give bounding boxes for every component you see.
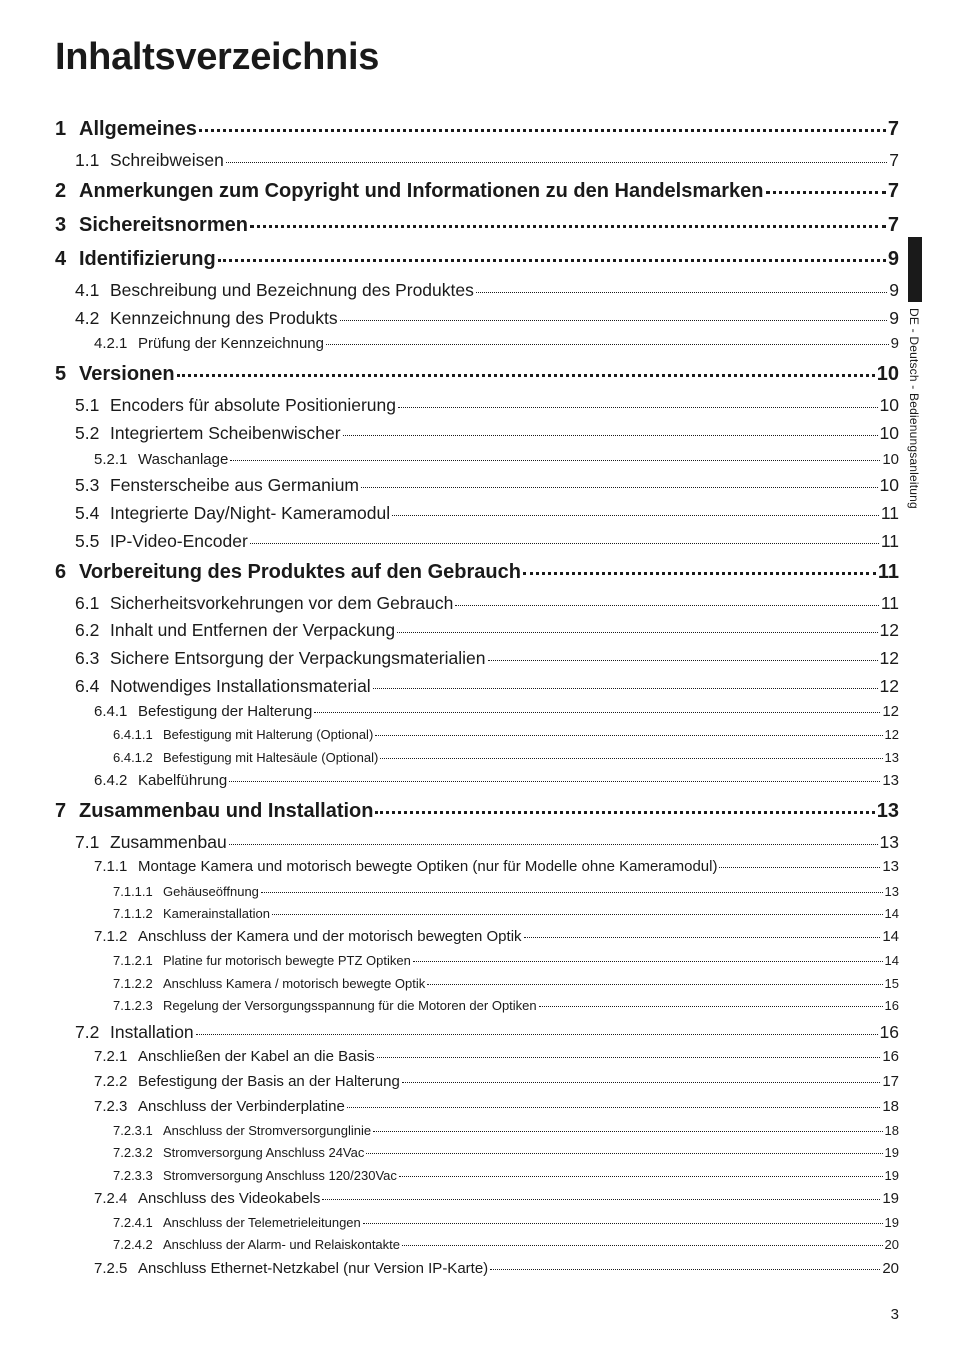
toc-entry-page: 13	[884, 750, 899, 765]
toc-dot-leader	[523, 572, 876, 575]
toc-entry-page: 14	[884, 953, 899, 968]
toc-entry-page: 19	[882, 1190, 899, 1207]
toc-entry-label: Stromversorgung Anschluss 120/230Vac	[163, 1168, 397, 1183]
toc-dot-leader	[177, 374, 875, 377]
toc-entry-label: Prüfung der Kennzeichnung	[138, 335, 324, 352]
toc-entry-number: 7.1.2.1	[113, 953, 153, 968]
toc-entry-number: 7.2.3.1	[113, 1123, 153, 1138]
toc-entry-page: 13	[882, 772, 899, 789]
toc-entry-7-2-4-1[interactable]	[113, 1215, 899, 1230]
toc-dot-leader	[427, 984, 882, 985]
toc-entry-page: 16	[879, 1022, 899, 1042]
toc-dot-leader	[363, 1223, 883, 1224]
toc-entry-page: 12	[882, 703, 899, 720]
toc-entry-number: 6.4.2	[94, 772, 128, 789]
toc-entry-label: Beschreibung und Bezeichnung des Produktes	[110, 280, 474, 300]
toc-entry-1-1[interactable]	[75, 150, 899, 171]
toc-entry-page: 17	[882, 1073, 899, 1090]
toc-entry-4-1[interactable]	[75, 280, 899, 301]
toc-dot-leader	[250, 225, 886, 228]
toc-entry-6[interactable]	[55, 561, 899, 584]
toc-entry-label: Zusammenbau und Installation	[79, 800, 374, 822]
toc-dot-leader	[380, 758, 882, 759]
toc-entry-label: Installation	[110, 1022, 194, 1042]
toc-entry-page: 18	[884, 1123, 899, 1138]
toc-dot-leader	[375, 735, 882, 736]
toc-entry-label: Anschluss der Kamera und der motorisch bewegten Optik	[138, 928, 522, 945]
toc-dot-leader	[398, 407, 878, 408]
toc-entry-4[interactable]	[55, 248, 899, 271]
toc-entry-label: Sicherheitsvorkehrungen vor dem Gebrauch	[110, 593, 454, 613]
toc-entry-label: Integriertem Scheibenwischer	[110, 423, 341, 443]
toc-entry-7-1-2[interactable]	[94, 928, 899, 945]
toc-entry-page: 7	[887, 180, 899, 202]
toc-entry-number: 1	[55, 118, 67, 140]
toc-entry-number: 5.3	[75, 475, 100, 495]
toc-entry-5-3[interactable]	[75, 475, 899, 496]
toc-entry-page: 7	[889, 150, 899, 170]
toc-entry-7-1-1[interactable]	[94, 858, 899, 875]
toc-entry-7-1-1-2[interactable]	[113, 906, 899, 921]
toc-dot-leader	[719, 867, 880, 868]
page-title: Inhaltsverzeichnis	[55, 36, 380, 78]
toc-entry-label: Anschließen der Kabel an die Basis	[138, 1048, 375, 1065]
toc-entry-page: 16	[884, 998, 899, 1013]
toc-entry-7-2-2[interactable]	[94, 1073, 899, 1090]
toc-entry-number: 7.1.1.2	[113, 906, 153, 921]
toc-entry-label: Anschluss der Stromversorgunglinie	[163, 1123, 372, 1138]
toc-entry-label: IP-Video-Encoder	[110, 531, 248, 551]
toc-entry-number: 7.2.3.2	[113, 1145, 153, 1160]
toc-entry-5-1[interactable]	[75, 395, 899, 416]
toc-dot-leader	[326, 344, 889, 345]
toc-entry-number: 5.4	[75, 503, 100, 523]
toc-entry-number: 7.2.2	[94, 1073, 128, 1090]
toc-entry-7-2-5[interactable]	[94, 1260, 899, 1277]
toc-entry-page: 19	[884, 1145, 899, 1160]
toc-entry-page: 15	[884, 976, 899, 991]
toc-entry-label: Anmerkungen zum Copyright und Informationen zu den Handelsmarken	[79, 180, 764, 202]
toc-entry-number: 5.2	[75, 423, 100, 443]
toc-entry-label: Allgemeines	[79, 118, 197, 140]
toc-dot-leader	[314, 712, 880, 713]
toc-entry-label: Sichere Entsorgung der Verpackungsmaterialien	[110, 648, 486, 668]
toc-entry-label: Anschluss der Telemetrieleitungen	[163, 1215, 361, 1230]
toc-entry-1[interactable]	[55, 118, 899, 141]
toc-entry-label: Fensterscheibe aus Germanium	[110, 475, 359, 495]
toc-entry-page: 11	[880, 503, 899, 523]
toc-entry-label: Vorbereitung des Produktes auf den Gebrauch	[79, 561, 521, 583]
toc-entry-number: 5.2.1	[94, 451, 128, 468]
toc-entry-page: 11	[880, 593, 899, 613]
toc-entry-label: Platine fur motorisch bewegte PTZ Optiken	[163, 953, 411, 968]
toc-entry-number: 7.2.3	[94, 1098, 128, 1115]
toc-entry-page: 10	[879, 475, 899, 495]
toc-entry-7-1-2-1[interactable]	[113, 953, 899, 968]
toc-dot-leader	[343, 435, 878, 436]
toc-dot-leader	[766, 191, 886, 194]
toc-entry-number: 7.2.5	[94, 1260, 128, 1277]
toc-entry-page: 18	[882, 1098, 899, 1115]
toc-entry-number: 6.1	[75, 593, 100, 613]
toc-dot-leader	[402, 1082, 880, 1083]
toc-entry-label: Waschanlage	[138, 451, 229, 468]
toc-dot-leader	[199, 129, 886, 132]
toc-entry-6-2[interactable]	[75, 620, 899, 641]
toc-entry-page: 11	[880, 531, 899, 551]
toc-entry-page: 10	[882, 451, 899, 468]
toc-dot-leader	[455, 605, 878, 606]
toc-dot-leader	[413, 961, 883, 962]
toc-entry-label: Gehäuseöffnung	[163, 884, 259, 899]
toc-entry-label: Anschluss des Videokabels	[138, 1190, 321, 1207]
toc-entry-page: 10	[876, 363, 899, 385]
toc-entry-label: Befestigung mit Haltesäule (Optional)	[163, 750, 379, 765]
toc-entry-6-4-1-1[interactable]	[113, 727, 899, 742]
toc-entry-label: Anschluss Kamera / motorisch bewegte Optik	[163, 976, 426, 991]
toc-dot-leader	[476, 292, 887, 293]
toc-entry-7-2[interactable]	[75, 1022, 899, 1043]
toc-entry-number: 6.4	[75, 676, 100, 696]
toc-entry-7-2-3-3[interactable]	[113, 1168, 899, 1183]
toc-entry-number: 4.1	[75, 280, 100, 300]
toc-entry-page: 12	[879, 648, 899, 668]
toc-entry-7-2-3-2[interactable]	[113, 1145, 899, 1160]
toc-entry-number: 4	[55, 248, 67, 270]
toc-entry-7-2-4-2[interactable]	[113, 1237, 899, 1252]
toc-entry-number: 7.2.4	[94, 1190, 128, 1207]
toc-dot-leader	[340, 320, 888, 321]
toc-entry-page: 11	[877, 561, 899, 583]
toc-entry-number: 7.1.1	[94, 858, 128, 875]
toc-entry-page: 13	[876, 800, 899, 822]
toc-entry-7-1[interactable]	[75, 832, 899, 853]
toc-entry-page: 13	[879, 832, 899, 852]
toc-entry-page: 7	[887, 118, 899, 140]
toc-entry-number: 7.2	[75, 1022, 100, 1042]
toc-entry-2[interactable]	[55, 180, 899, 203]
toc-entry-number: 6.3	[75, 648, 100, 668]
toc-entry-number: 5.1	[75, 395, 100, 415]
toc-dot-leader	[399, 1176, 883, 1177]
toc-entry-label: Identifizierung	[79, 248, 216, 270]
toc-entry-page: 19	[884, 1168, 899, 1183]
toc-entry-number: 7.1.1.1	[113, 884, 153, 899]
toc-entry-label: Befestigung der Basis an der Halterung	[138, 1073, 400, 1090]
toc-entry-5-4[interactable]	[75, 503, 899, 524]
toc-entry-6-3[interactable]	[75, 648, 899, 669]
toc-entry-page: 7	[887, 214, 899, 236]
toc-dot-leader	[196, 1034, 878, 1035]
toc-entry-page: 13	[884, 884, 899, 899]
toc-entry-label: Integrierte Day/Night- Kameramodul	[110, 503, 391, 523]
toc-entry-5[interactable]	[55, 363, 899, 386]
toc-entry-number: 7.1.2.3	[113, 998, 153, 1013]
toc-entry-page: 9	[887, 248, 899, 270]
toc-entry-page: 14	[882, 928, 899, 945]
toc-dot-leader	[375, 811, 874, 814]
toc-dot-leader	[373, 1131, 882, 1132]
toc-entry-number: 4.2	[75, 308, 100, 328]
toc-entry-page: 10	[879, 423, 899, 443]
toc-entry-label: Kamerainstallation	[163, 906, 270, 921]
toc-entry-number: 2	[55, 180, 67, 202]
toc-dot-leader	[488, 660, 878, 661]
toc-entry-label: Kabelführung	[138, 772, 228, 789]
toc-dot-leader	[524, 937, 881, 938]
toc-dot-leader	[347, 1107, 881, 1108]
side-tab-marker	[908, 237, 922, 302]
toc-entry-page: 13	[882, 858, 899, 875]
toc-entry-label: Versionen	[79, 363, 175, 385]
toc-entry-number: 7.1.2	[94, 928, 128, 945]
toc-entry-number: 7.2.1	[94, 1048, 128, 1065]
toc-entry-number: 7.2.4.1	[113, 1215, 153, 1230]
toc-dot-leader	[230, 460, 880, 461]
toc-entry-3[interactable]	[55, 214, 899, 237]
toc-entry-5-2-1[interactable]	[94, 451, 899, 468]
toc-entry-number: 7.2.3.3	[113, 1168, 153, 1183]
toc-dot-leader	[226, 162, 887, 163]
toc-dot-leader	[539, 1006, 883, 1007]
toc-entry-label: Schreibweisen	[110, 150, 224, 170]
toc-entry-7-1-2-3[interactable]	[113, 998, 899, 1013]
toc-entry-7-2-3[interactable]	[94, 1098, 899, 1115]
toc-dot-leader	[361, 487, 878, 488]
toc-entry-4-2[interactable]	[75, 308, 899, 329]
toc-dot-leader	[373, 688, 878, 689]
toc-entry-label: Encoders für absolute Positionierung	[110, 395, 397, 415]
toc-entry-label: Regelung der Versorgungsspannung für die Motoren der Optiken	[163, 998, 537, 1013]
toc-entry-page: 9	[890, 335, 899, 352]
toc-dot-leader	[322, 1199, 880, 1200]
toc-entry-number: 7.1.2.2	[113, 976, 153, 991]
toc-entry-label: Kennzeichnung des Produkts	[110, 308, 338, 328]
toc-entry-number: 6.4.1.1	[113, 727, 153, 742]
toc-entry-label: Stromversorgung Anschluss 24Vac	[163, 1145, 365, 1160]
toc-entry-number: 6.2	[75, 620, 100, 640]
toc-entry-7-1-1-1[interactable]	[113, 884, 899, 899]
toc-entry-label: Anschluss der Verbinderplatine	[138, 1098, 345, 1115]
toc-entry-number: 6.4.1	[94, 703, 128, 720]
toc-dot-leader	[261, 892, 883, 893]
toc-entry-label: Zusammenbau	[110, 832, 227, 852]
side-language-label: DE - Deutsch - Bedienungsanleitung	[907, 308, 921, 509]
toc-entry-page: 19	[884, 1215, 899, 1230]
toc-entry-page: 16	[882, 1048, 899, 1065]
toc-dot-leader	[366, 1153, 882, 1154]
toc-dot-leader	[377, 1057, 881, 1058]
toc-entry-label: Befestigung der Halterung	[138, 703, 313, 720]
toc-entry-number: 5	[55, 363, 67, 385]
toc-entry-7[interactable]	[55, 800, 899, 823]
toc-entry-6-4[interactable]	[75, 676, 899, 697]
toc-entry-5-5[interactable]	[75, 531, 899, 552]
toc-dot-leader	[250, 543, 879, 544]
toc-entry-page: 10	[879, 395, 899, 415]
toc-entry-number: 5.5	[75, 531, 100, 551]
toc-entry-6-1[interactable]	[75, 593, 899, 614]
toc-entry-number: 7	[55, 800, 67, 822]
toc-entry-number: 1.1	[75, 150, 100, 170]
toc-entry-5-2[interactable]	[75, 423, 899, 444]
toc-entry-page: 20	[884, 1237, 899, 1252]
toc-entry-page: 12	[879, 676, 899, 696]
toc-entry-label: Notwendiges Installationsmaterial	[110, 676, 371, 696]
toc-entry-number: 7.1	[75, 832, 100, 852]
toc-entry-label: Anschluss der Alarm- und Relaiskontakte	[163, 1237, 401, 1252]
toc-entry-page: 20	[882, 1260, 899, 1277]
toc-entry-label: Anschluss Ethernet-Netzkabel (nur Version IP-Karte)	[138, 1260, 489, 1277]
toc-entry-number: 7.2.4.2	[113, 1237, 153, 1252]
page-number: 3	[890, 1306, 899, 1323]
toc-entry-7-1-2-2[interactable]	[113, 976, 899, 991]
toc-dot-leader	[402, 1245, 883, 1246]
toc-dot-leader	[218, 259, 886, 262]
toc-entry-number: 4.2.1	[94, 335, 128, 352]
toc-entry-page: 12	[879, 620, 899, 640]
toc-entry-number: 6	[55, 561, 67, 583]
toc-dot-leader	[392, 515, 879, 516]
toc-dot-leader	[272, 914, 883, 915]
toc-entry-label: Montage Kamera und motorisch bewegte Optiken (nur für Modelle ohne Kameramodul)	[138, 858, 718, 875]
toc-dot-leader	[229, 844, 878, 845]
toc-entry-label: Inhalt und Entfernen der Verpackung	[110, 620, 396, 640]
toc-entry-page: 9	[889, 308, 899, 328]
toc-dot-leader	[490, 1269, 880, 1270]
toc-entry-label: Befestigung mit Halterung (Optional)	[163, 727, 374, 742]
toc-entry-number: 6.4.1.2	[113, 750, 153, 765]
toc-entry-number: 3	[55, 214, 67, 236]
toc-entry-4-2-1[interactable]	[94, 335, 899, 352]
toc-dot-leader	[397, 632, 877, 633]
toc-entry-page: 9	[889, 280, 899, 300]
toc-entry-page: 12	[884, 727, 899, 742]
toc-entry-6-4-1-2[interactable]	[113, 750, 899, 765]
toc-entry-6-4-2[interactable]	[94, 772, 899, 789]
toc-entry-page: 14	[884, 906, 899, 921]
toc-entry-6-4-1[interactable]	[94, 703, 899, 720]
toc-entry-7-2-4[interactable]	[94, 1190, 899, 1207]
toc-dot-leader	[229, 781, 880, 782]
toc-entry-7-2-3-1[interactable]	[113, 1123, 899, 1138]
toc-entry-7-2-1[interactable]	[94, 1048, 899, 1065]
toc-entry-label: Sichereitsnormen	[79, 214, 248, 236]
